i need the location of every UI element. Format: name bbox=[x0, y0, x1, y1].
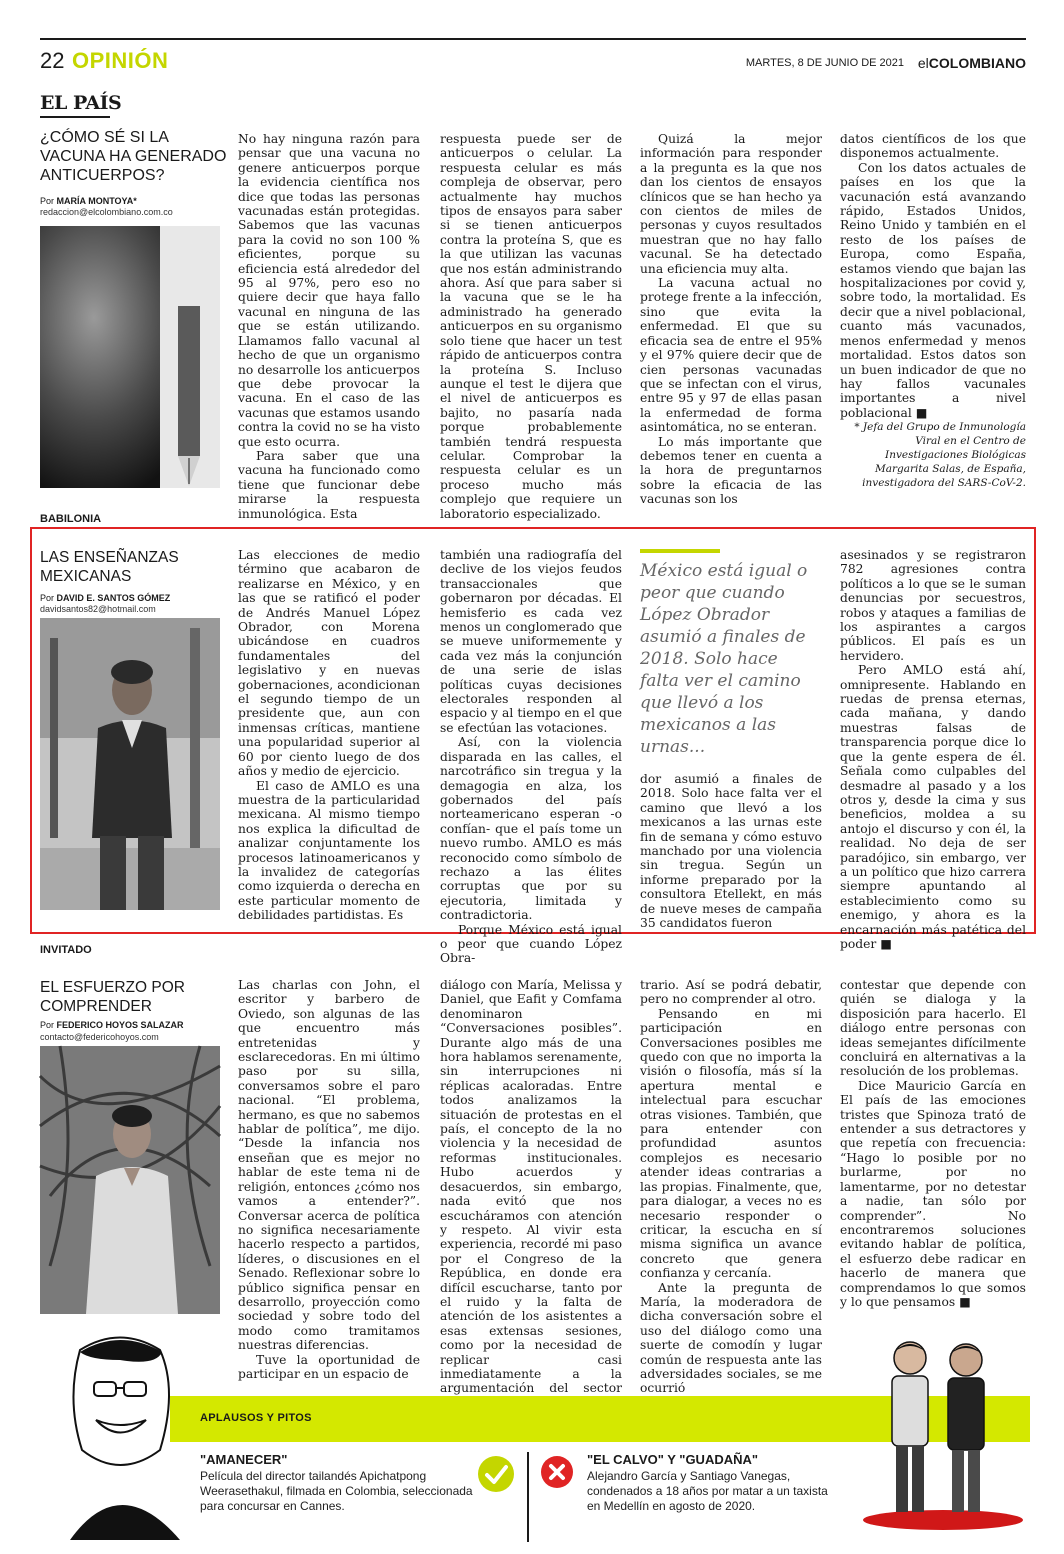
article-title: ¿CÓMO SÉ SI LA VACUNA HA GENERADO ANTICUERPOS? bbox=[40, 129, 227, 184]
boo-title: "EL CALVO" Y "GUADAÑA" bbox=[587, 1452, 759, 1467]
aplausos-label: APLAUSOS Y PITOS bbox=[200, 1412, 312, 1424]
author-photo bbox=[40, 618, 220, 910]
pull-quote-accent bbox=[640, 549, 720, 553]
article-column-1: Las elecciones de medio término que acabaron de realizarse en México, y en las que se ratificó el poder de Andrés Manuel López Obrador, con Morena ubicándose en cuadros fundamentales del legislativo y en nuevas gobernaciones, acondicionan el segundo tiempo de un presidente que, aun con inmensas críticas, mantiene una popularidad superior al 60 por ciento luego de dos años y medio de ejercicio. El caso de AMLO es una muestra de la particularidad mexicana. Al mismo tiempo nos explica la dificultad de analizar conjuntamente los procesos latinoamericanos y la invalidez de categorías como izquierda o derecha en este particular momento de debilidades partidistas. Es bbox=[238, 548, 420, 923]
aplausos-divider bbox=[527, 1452, 529, 1542]
issue-date: MARTES, 8 DE JUNIO DE 2021 bbox=[745, 57, 904, 69]
source-label: EL PAÍS bbox=[40, 92, 122, 114]
section-title: OPINIÓN bbox=[72, 48, 169, 73]
boys-illustration bbox=[858, 1330, 1028, 1530]
check-icon bbox=[477, 1455, 515, 1497]
article-column-4: asesinados y se registraron 782 agresiones contra políticos a lo que se le suman denuncias por secuestros, robos y ataques a familias de los aspirantes a cargos públicos. El país es un hervidero. Pero AMLO está ahí, omnipresente. Hablando en ruedas de prensa eternas, cada mañana, y dando muestras falsas de transparencia porque dice lo que la gente espera de él. Señala como culpables del desmadre al pasado y a los otros y, desde la cima y sus beneficios, moldea a su antojo el discurso y con él, la realidad. No deja de ser paradójico, sin embargo, ver a un político que hizo carrera siempre apuntando al establecimiento como su enemigo, y ahora es la encarnación más patética del poder ■ bbox=[840, 548, 1026, 951]
article-title: LAS ENSEÑANZAS MEXICANAS bbox=[40, 549, 179, 585]
article-column-2: diálogo con María, Melissa y Daniel, que Eafit y Comfama denominaron “Conversaciones posibles”. Durante algo más de una hora hablamos serenamente, sin interrupciones ni réplicas acaloradas. Entre todos analizamos la situación de protestas en el país, el concepto de la no violencia y la necesidad de reformas institucionales. Hubo acuerdos y desacuerdos, sin embargo, nada evitó que nos escucháramos con atención y respeto. Al vivir esta experiencia, recordé mi paso por el Congreso de la República, en donde era difícil escucharse, tanto por el ruido y la falta de atención de los asistentes a esas extensas sesiones, como por la necesidad de replicar casi inmediatamente a la argumentación del sector bbox=[440, 978, 622, 1396]
byline: Por FEDERICO HOYOS SALAZAR bbox=[40, 1020, 184, 1030]
page-number: 22 bbox=[40, 48, 65, 73]
author-email: contacto@federicohoyos.com bbox=[40, 1032, 159, 1042]
byline: Por MARÍA MONTOYA* bbox=[40, 196, 137, 206]
article-column-3: Quizá la mejor información para responder a la pregunta es la que nos dan los cientos de ensayos clínicos que se han hecho ya con cientos de miles de personas y cuyos resultados muestran que no hay fallo vacunal. Se ha detectado una eficiencia muy alta. La vacuna actual no protege frente a la infección, sino que evita la enfermedad. El que su eficacia sea de entre el 95% y el 97% quiere decir que de cien personas vacunadas que se infectan con el virus, entre 95 y 97 de ellas pasan la enfermedad de forma asintomática, no se enteran. Lo más importante que debemos tener en cuenta a la hora de preguntarnos sobre la eficacia de las vacunas son los bbox=[640, 132, 822, 507]
section-label-babilonia: BABILONIA bbox=[40, 513, 102, 525]
illustration-pen-image bbox=[40, 226, 220, 488]
pull-quote: México está igual o peor que cuando López Obrador asumió a finales de 2018. Solo hace falta ver el camino que llevó a los mexicanos a las urnas... bbox=[640, 561, 808, 757]
article-column-2: respuesta puede ser de anticuerpos o celular. La respuesta celular es más compleja de observar, pero actualmente hay muchos tipos de ensayos para saber si se tienen anticuerpos contra la proteína S, que es la que utilizan las vacunas que nos están administrando ahora. Así que para saber si la vacuna que se le ha administrado ha generado anticuerpos en su organismo solo tiene que hacer un test rápido de anticuerpos contra la proteína S. Incluso aunque el test le dijera que el nivel de anticuerpos es bajito, no pasaría nada porque probablemente también tendrá respuesta celular. Comprobar la respuesta celular es un proceso mucho más complejo que requiere un laboratorio especializado. bbox=[440, 132, 622, 521]
author-photo bbox=[40, 1046, 220, 1314]
article-column-3: dor asumió a finales de 2018. Solo hace falta ver el camino que llevó a los mexicanos a las urnas este fin de semana y cómo estuvo manchado por una violencia sin tregua. Según un informe preparado por la consultora Etellekt, en más de nueve meses de campaña 35 candidatos fueron bbox=[640, 772, 822, 931]
article-column-1: Las charlas con John, el escritor y barbero de Oviedo, son algunas de las que encuentro más entretenidas y esclarecedoras. En mi último paso por su silla, conversamos sobre el paro nacional. “El problema, hermano, es que no sabemos hablar de política”, me dijo. “Desde la infancia nos enseñan que es mejor no hablar de este tema ni de religión, entonces ¿cómo nos vamos a entender?”. Conversar acerca de política no significa necesariamente hacerlo respecto a partidos, líderes, o discusiones en el Senado. Reflexionar sobre lo público significa pensar en desarrollo, proyección como sociedad y sobre todo del modo como tramitamos nuestras diferencias. Tuve la oportunidad de participar en un espacio de bbox=[238, 978, 420, 1381]
caricature-illustration bbox=[60, 1330, 190, 1550]
article-column-4: contestar que depende con quién se dialoga y la disposición para hacerlo. El diálogo entre personas con ideas semejantes difícilmente concluirá en alternativas a la resolución de los problemas. Dice Mauricio García en El país de las emociones tristes que Spinoza trató de entender a sus detractores y que repetía con frecuencia: “Hago lo posible por no burlarme, por no lamentarme, por no detestar a nadie, tan sólo por comprender”. No encontraremos soluciones evitando hablar de política, el esfuerzo debe radicar en hacerlo de manera que comprendamos lo que somos y lo que pensamos ■ bbox=[840, 978, 1026, 1309]
author-email: redaccion@elcolombiano.com.co bbox=[40, 207, 173, 217]
byline: Por DAVID E. SANTOS GÓMEZ bbox=[40, 593, 171, 603]
article-column-2: también una radiografía del declive de los viejos feudos transaccionales que gobernaron por décadas. El hemisferio es cada vez menos un conglomerado que se mueve uniformemente y cada vez más la conjunción de una serie de islas políticas cuyas decisiones electorales responden al espacio y al tiempo en el que se efectúan las votaciones. Así, con la violencia disparada en las calles, el narcotráfico sin tregua y la demagogia en alza, los gobernados del país norteamericano esperan -o confían- que el país tome un nuevo rumbo. AMLO es más reconocido como símbolo de rechazo a las élites corruptas que por su ejecutoria, limitada y contradictoria. Porque México está igual o peor que cuando López Obra- bbox=[440, 548, 622, 966]
article-column-3: trario. Así se podrá debatir, pero no comprender al otro. Pensando en mi participación en Conversaciones posibles me quedo con que no importa la visión o filosofía, más sí la apertura mental e intelectual para escuchar otras visiones. También, que para entender con profundidad asuntos complejos es necesario atender ideas contrarias a las propias. Finalmente, que, para dialogar, a veces no es necesario responder o criticar, la escucha en sí misma significa un avance concreto que genera confianza y cercanía. Ante la pregunta de María, la moderadora de dicha conversación sobre el uso del diálogo como una suerte de comodín y lugar común de respuesta ante las adversidades sociales, se me ocurrió bbox=[640, 978, 822, 1396]
article-column-4: datos científicos de los que disponemos actualmente. Con los datos actuales de países en los que la vacunación está avanzando rápido, Estados Unidos, Reino Unido y también en el resto de los países de Europa, como España, estamos viendo que bajan las hospitalizaciones por covid y, sobre todo, la mortalidad. Es decir que a nivel poblacional, cuanto más vacunados, menos enfermedad y menos mortalidad. Estos datos son un buen indicador de que no hay fallos vacunales importantes a nivel poblacional ■ bbox=[840, 132, 1026, 420]
boo-text: Alejandro García y Santiago Vanegas, condenados a 18 años por matar a un taxista en Medellín en agosto de 2020. bbox=[587, 1469, 828, 1513]
applause-title: "AMANECER" bbox=[200, 1452, 288, 1467]
newspaper-logo: elCOLOMBIANO bbox=[917, 55, 1026, 71]
header-rule bbox=[40, 38, 1026, 40]
article-column-1: No hay ninguna razón para pensar que una vacuna no genere anticuerpos porque la evidencia científica nos dice que todas las personas vacunadas están protegidas. Sabemos que las vacunas para la covid no son 100 % eficientes, porque su eficiencia está alrededor del 95 al 97%, pero eso no quiere decir que haya fallo vacunal en ninguna de las que se están utilizando. Llamamos fallo vacunal al hecho de que un organismo no desarrolle los anticuerpos que debe provocar la vacuna. En el caso de las vacunas que estamos usando contra la covid no se ha visto que esto ocurra. Para saber que una vacuna ha funcionado como tiene que funcionar debe mirarse la respuesta inmunológica. Esta bbox=[238, 132, 420, 521]
label-underline bbox=[40, 116, 110, 118]
section-label-invitado: INVITADO bbox=[40, 944, 92, 956]
author-email: davidsantos82@hotmail.com bbox=[40, 604, 156, 614]
article-title: EL ESFUERZO POR COMPRENDER bbox=[40, 979, 185, 1015]
applause-text: Película del director tailandés Apichatpong Weerasethakul, filmada en Colombia, seleccionada para concursar en Cannes. bbox=[200, 1469, 473, 1513]
author-footnote: * Jefa del Grupo de Inmunología Viral en el Centro de Investigaciones Biológicas Margarita Salas, de España, investigadora del SARS-CoV-2. bbox=[854, 421, 1026, 489]
cross-icon bbox=[540, 1455, 574, 1493]
